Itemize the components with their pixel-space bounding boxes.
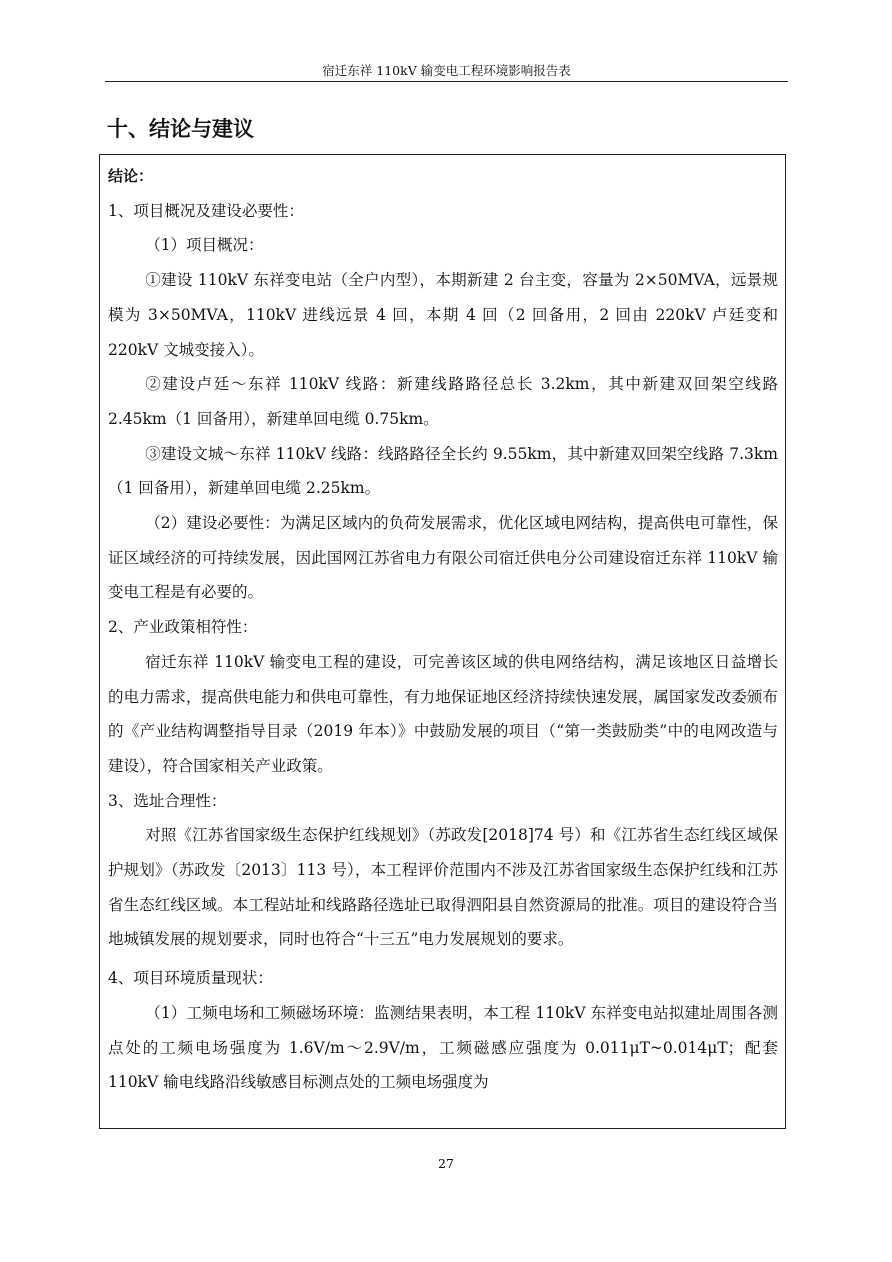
heading-site-selection: 3、选址合理性： (108, 791, 227, 810)
paragraph-site-selection: 对照《江苏省国家级生态保护红线规划》（苏政发[2018]74 号）和《江苏省生态红线区域保护规划》（苏政发〔2013〕113 号），本工程评价范围内不涉及江苏省国家级生态保护红线和江苏省生态红线区域。本工程站址和线路路径选址已取得泗阳县自然资源局的批准。项目的建设符合当地城镇发展的规划要求，同时也符合“十三五”电力发展规划的要求。 (108, 826, 778, 949)
heading-industrial-policy: 2、产业政策相符性： (108, 618, 258, 637)
paragraph-substation: ①建设 110kV 东祥变电站（全户内型），本期新建 2 台主变，容量为 2×50MVA，远景规模为 3×50MVA，110kV 进线远景 4 回，本期 4 回（2 回备用，2 回由 220kV 卢廷变和 220kV 文城变接入）。 (108, 271, 778, 359)
paragraph-necessity: （2）建设必要性：为满足区域内的负荷发展需求，优化区域电网结构，提高供电可靠性，保证区域经济的可持续发展，因此国网江苏省电力有限公司宿迁供电分公司建设宿迁东祥 110kV 输变电工程是有必要的。 (108, 514, 778, 602)
conclusion-content (108, 159, 778, 1100)
paragraph-wencheng-line: ③建设文城～东祥 110kV 线路：线路路径全长约 9.55km，其中新建双回架空线路 7.3km（1 回备用），新建单回电缆 2.25km。 (108, 444, 778, 498)
paragraph-industrial-policy: 宿迁东祥 110kV 输变电工程的建设，可完善该区域的供电网络结构，满足该地区日益增长的电力需求，提高供电能力和供电可靠性，有力地保证地区经济持续快速发展，属国家发改委颁布的《产业结构调整指导目录（2019 年本）》中鼓励发展的项目（“第一类鼓励类”中的电网改造与建设），符合国家相关产业政策。 (108, 652, 778, 775)
header-divider (105, 81, 788, 82)
heading-environment-status: 4、项目环境质量现状： (108, 969, 273, 988)
conclusion-box (99, 154, 786, 1129)
heading-project-overview: 1、项目概况及建设必要性： (108, 201, 304, 220)
paragraph-luting-line: ②建设卢廷～东祥 110kV 线路：新建线路路径总长 3.2km，其中新建双回架空线路 2.45km（1 回备用），新建单回电缆 0.75km。 (108, 375, 778, 428)
conclusion-label: 结论： (108, 167, 154, 185)
paragraph-emf-environment: （1）工频电场和工频磁场环境：监测结果表明，本工程 110kV 东祥变电站拟建址周围各测点处的工频电场强度为 1.6V/m～2.9V/m，工频磁感应强度为 0.011μT~0.014μT；配套 110kV 输电线路沿线敏感目标测点处的工频电场强度为 (108, 1003, 778, 1092)
section-title: 十、结论与建议 (107, 117, 254, 141)
page-number: 27 (438, 1156, 454, 1171)
running-header: 宿迁东祥 110kV 输变电工程环境影响报告表 (322, 63, 571, 78)
subheading-overview: （1）项目概况： (145, 236, 264, 255)
